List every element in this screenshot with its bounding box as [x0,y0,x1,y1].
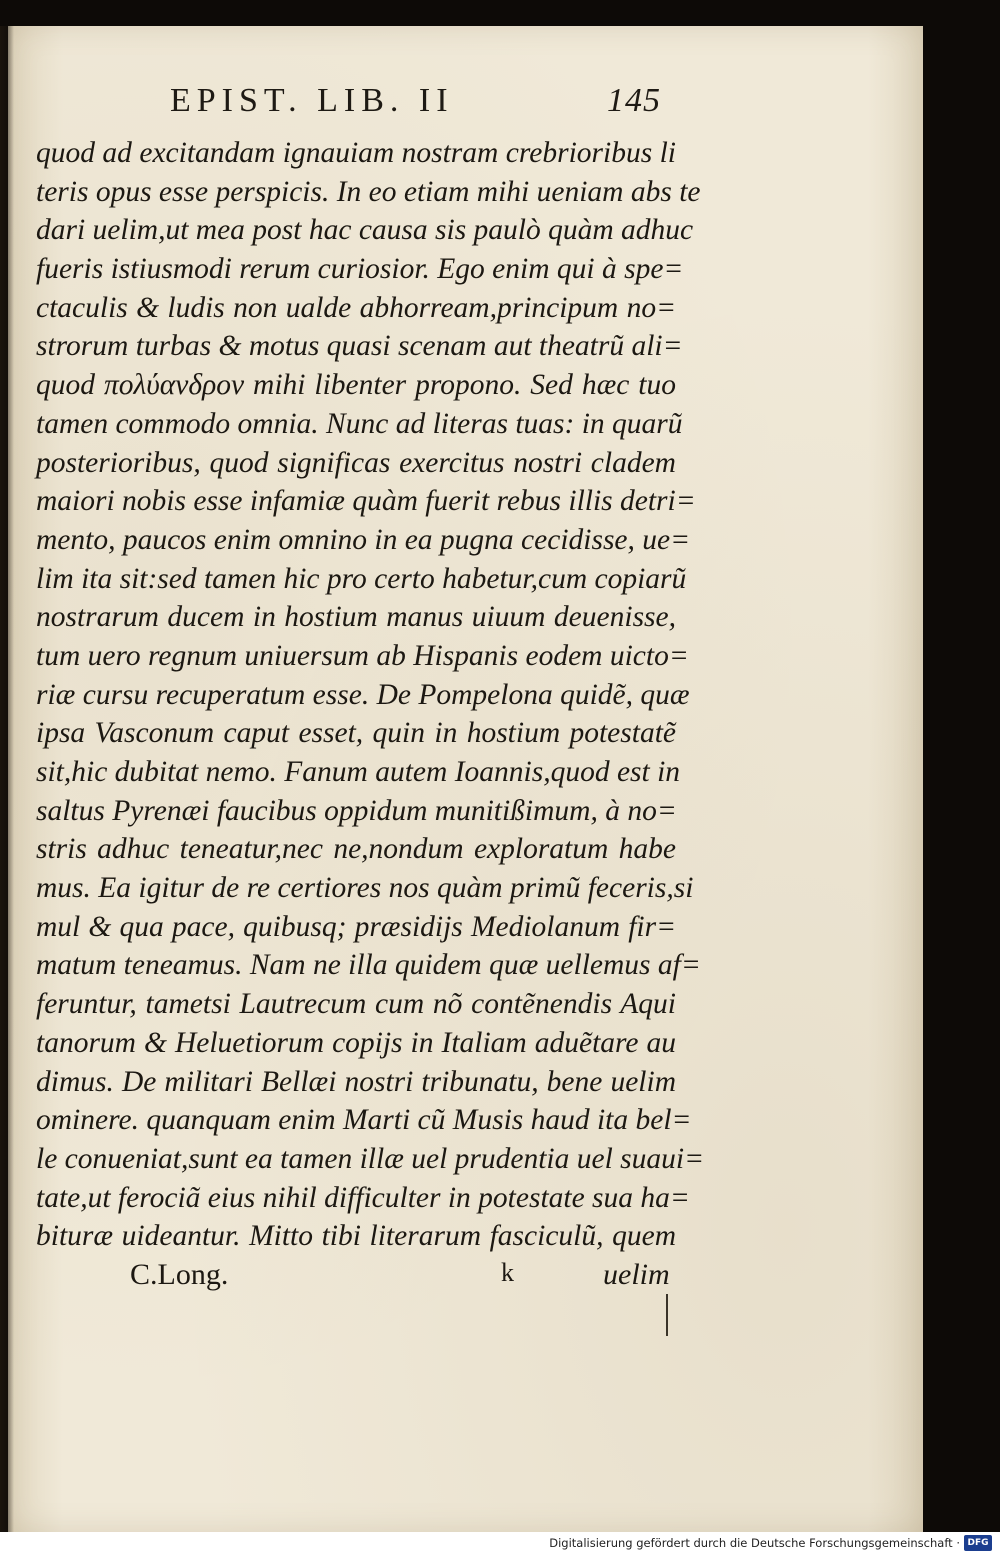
page-footer [130,1258,670,1298]
text-line: matum teneamus. Nam ne illa quidem quæ uellemus af= [36,949,701,982]
text-line: dari uelim,ut mea post hac causa sis paulò quàm adhuc [36,214,694,247]
text-line: tum uero regnum uniuersum ab Hispanis eodem uicto= [36,639,689,672]
text-line: mus. Ea igitur de re certiores nos quàm primũ feceris,si [36,872,694,905]
text-line: fueris istiusmodi rerum curiosior. Ego enim qui à spe= [36,253,684,286]
funding-credit: Digitalisierung gefördert durch die Deutsche Forschungsgemeinschaft · [549,1536,960,1550]
text-line: ctaculis & ludis non ualde abhorream,principum no= [36,291,676,324]
text-line: posterioribus, quod significas exercitus nostri cladem [36,446,676,479]
text-line: quod ad excitandam ignauiam nostram crebrioribus li [36,137,676,169]
text-line: feruntur, tametsi Lautrecum cum nõ contẽnendis Aqui [36,988,676,1021]
page-number: 145 [607,82,661,119]
text-line: teris opus esse perspicis. In eo etiam mihi ueniam abs te [36,175,701,208]
text-line: tate,ut ferociã eius nihil difficulter in potestate sua ha= [36,1181,690,1214]
text-line: tamen commodo omnia. Nunc ad literas tuas: in quarũ [36,407,683,440]
text-line: ipsa Vasconum caput esset, quin in hostium potestatẽ [36,717,676,750]
text-line: nostrarum ducem in hostium manus uiuum deuenisse, [36,601,676,634]
text-line: sit,hic dubitat nemo. Fanum autem Ioannis,quod est in [36,756,681,788]
body-text [36,134,704,1256]
text-line: mento, paucos enim omnino in ea pugna cecidisse, ue= [36,523,691,556]
text-line: ominere. quanquam enim Marti cũ Musis haud ita bel= [36,1104,692,1137]
text-line: dimus. De militari Bellæi nostri tribunatu, bene uelim [36,1065,676,1098]
running-head [170,82,670,122]
text-line: maiori nobis esse infamiæ quàm fuerit rebus illis detri= [36,485,696,518]
book-page [8,26,923,1532]
text-line: mul & qua pace, quibusq; præsidijs Mediolanum fir= [36,910,676,943]
margin-mark [666,1294,668,1336]
text-line: le conueniat,sunt ea tamen illæ uel prudentia uel suaui= [36,1142,704,1175]
text-line: saltus Pyrenæi faucibus oppidum munitißimum, à no= [36,794,677,827]
text-line: riæ cursu recuperatum esse. De Pompelona quidẽ, quæ [36,678,690,711]
credit-bar [0,1532,1000,1556]
text-line: bituræ uideantur. Mitto tibi literarum fasciculũ, quem [36,1220,676,1253]
page-edge-shadow [0,26,14,1532]
dfg-logo: DFG [964,1535,992,1551]
text-line: tanorum & Heluetiorum copijs in Italiam aduẽtare au [36,1026,676,1059]
text-line: lim ita sit:sed tamen hic pro certo habetur,cum copiarũ [36,562,687,595]
quire-mark: k [501,1258,514,1287]
signature-line: C.Long. [130,1258,229,1291]
text-line: stris adhuc teneatur,nec ne,nondum exploratum habe [36,833,676,866]
running-head-title: EPIST. LIB. II [170,82,454,119]
text-line: quod πολύανδρον mihi libenter propono. Sed hæc tuo [36,369,676,402]
catchword: uelim [603,1258,670,1291]
text-line: strorum turbas & motus quasi scenam aut theatrũ ali= [36,330,683,363]
